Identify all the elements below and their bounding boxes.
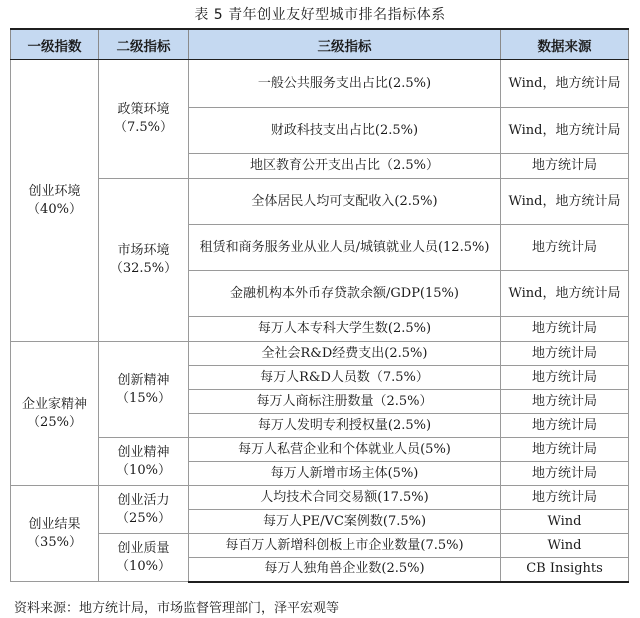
level2-cell: 创新精神（15%） [99,342,189,438]
indicator-cell: 租赁和商务服务业从业人员/城镇就业人员(12.5%) [189,225,501,271]
source-cell: 地方统计局 [501,462,629,486]
source-cell: Wind，地方统计局 [501,108,629,154]
header-source: 数据来源 [501,29,629,60]
source-cell: Wind [501,510,629,534]
source-cell: 地方统计局 [501,225,629,271]
source-cell: Wind，地方统计局 [501,60,629,108]
source-cell: 地方统计局 [501,342,629,366]
indicator-cell: 人均技术合同交易额(17.5%) [189,486,501,510]
indicator-cell: 金融机构本外币存贷款余额/GDP(15%) [189,271,501,317]
level2-cell: 创业质量（10%） [99,534,189,582]
source-cell: 地方统计局 [501,154,629,179]
table-row [11,438,629,462]
indicator-cell: 每万人商标注册数量（2.5%） [189,390,501,414]
indicator-cell: 每万人R&D人员数（7.5%） [189,366,501,390]
level1-cell: 企业家精神（25%） [11,342,99,486]
source-cell: 地方统计局 [501,317,629,342]
source-cell: 地方统计局 [501,390,629,414]
table-row [11,342,629,366]
indicator-cell: 每万人独角兽企业数(2.5%) [189,558,501,582]
indicator-cell: 每万人新增市场主体(5%) [189,462,501,486]
indicator-cell: 每万人发明专利授权量(2.5%) [189,414,501,438]
level2-cell: 市场环境（32.5%） [99,179,189,342]
indicator-cell: 地区教育公开支出占比（2.5%） [189,154,501,179]
indicator-table [10,28,629,583]
indicator-cell: 全社会R&D经费支出(2.5%) [189,342,501,366]
source-cell: Wind，地方统计局 [501,271,629,317]
header-level2: 二级指标 [99,29,189,60]
indicator-cell: 每万人私营企业和个体就业人员(5%) [189,438,501,462]
indicator-cell: 每万人PE/VC案例数(7.5%) [189,510,501,534]
indicator-cell: 全体居民人均可支配收入(2.5%) [189,179,501,225]
level2-cell: 政策环境（7.5%） [99,60,189,179]
table-row [11,60,629,108]
table-row [11,179,629,225]
source-cell: 地方统计局 [501,438,629,462]
indicator-cell: 每万人本专科大学生数(2.5%) [189,317,501,342]
source-cell: CB Insights [501,558,629,582]
table-row [11,534,629,558]
table-row [11,486,629,510]
indicator-cell: 每百万人新增科创板上市企业数量(7.5%) [189,534,501,558]
indicator-cell: 一般公共服务支出占比(2.5%) [189,60,501,108]
level1-cell: 创业结果（35%） [11,486,99,582]
table-header-row [11,29,629,60]
source-cell: Wind [501,534,629,558]
table-caption: 表 5 青年创业友好型城市排名指标体系 [194,7,446,23]
header-level1: 一级指数 [11,29,99,60]
source-cell: 地方统计局 [501,414,629,438]
level1-cell: 创业环境（40%） [11,60,99,342]
level2-cell: 创业精神（10%） [99,438,189,486]
level2-cell: 创业活力（25%） [99,486,189,534]
indicator-cell: 财政科技支出占比(2.5%) [189,108,501,154]
source-cell: 地方统计局 [501,486,629,510]
source-cell: 地方统计局 [501,366,629,390]
source-cell: Wind，地方统计局 [501,179,629,225]
source-note: 资料来源：地方统计局，市场监督管理部门，泽平宏观等 [14,601,340,616]
header-level3: 三级指标 [189,29,501,60]
